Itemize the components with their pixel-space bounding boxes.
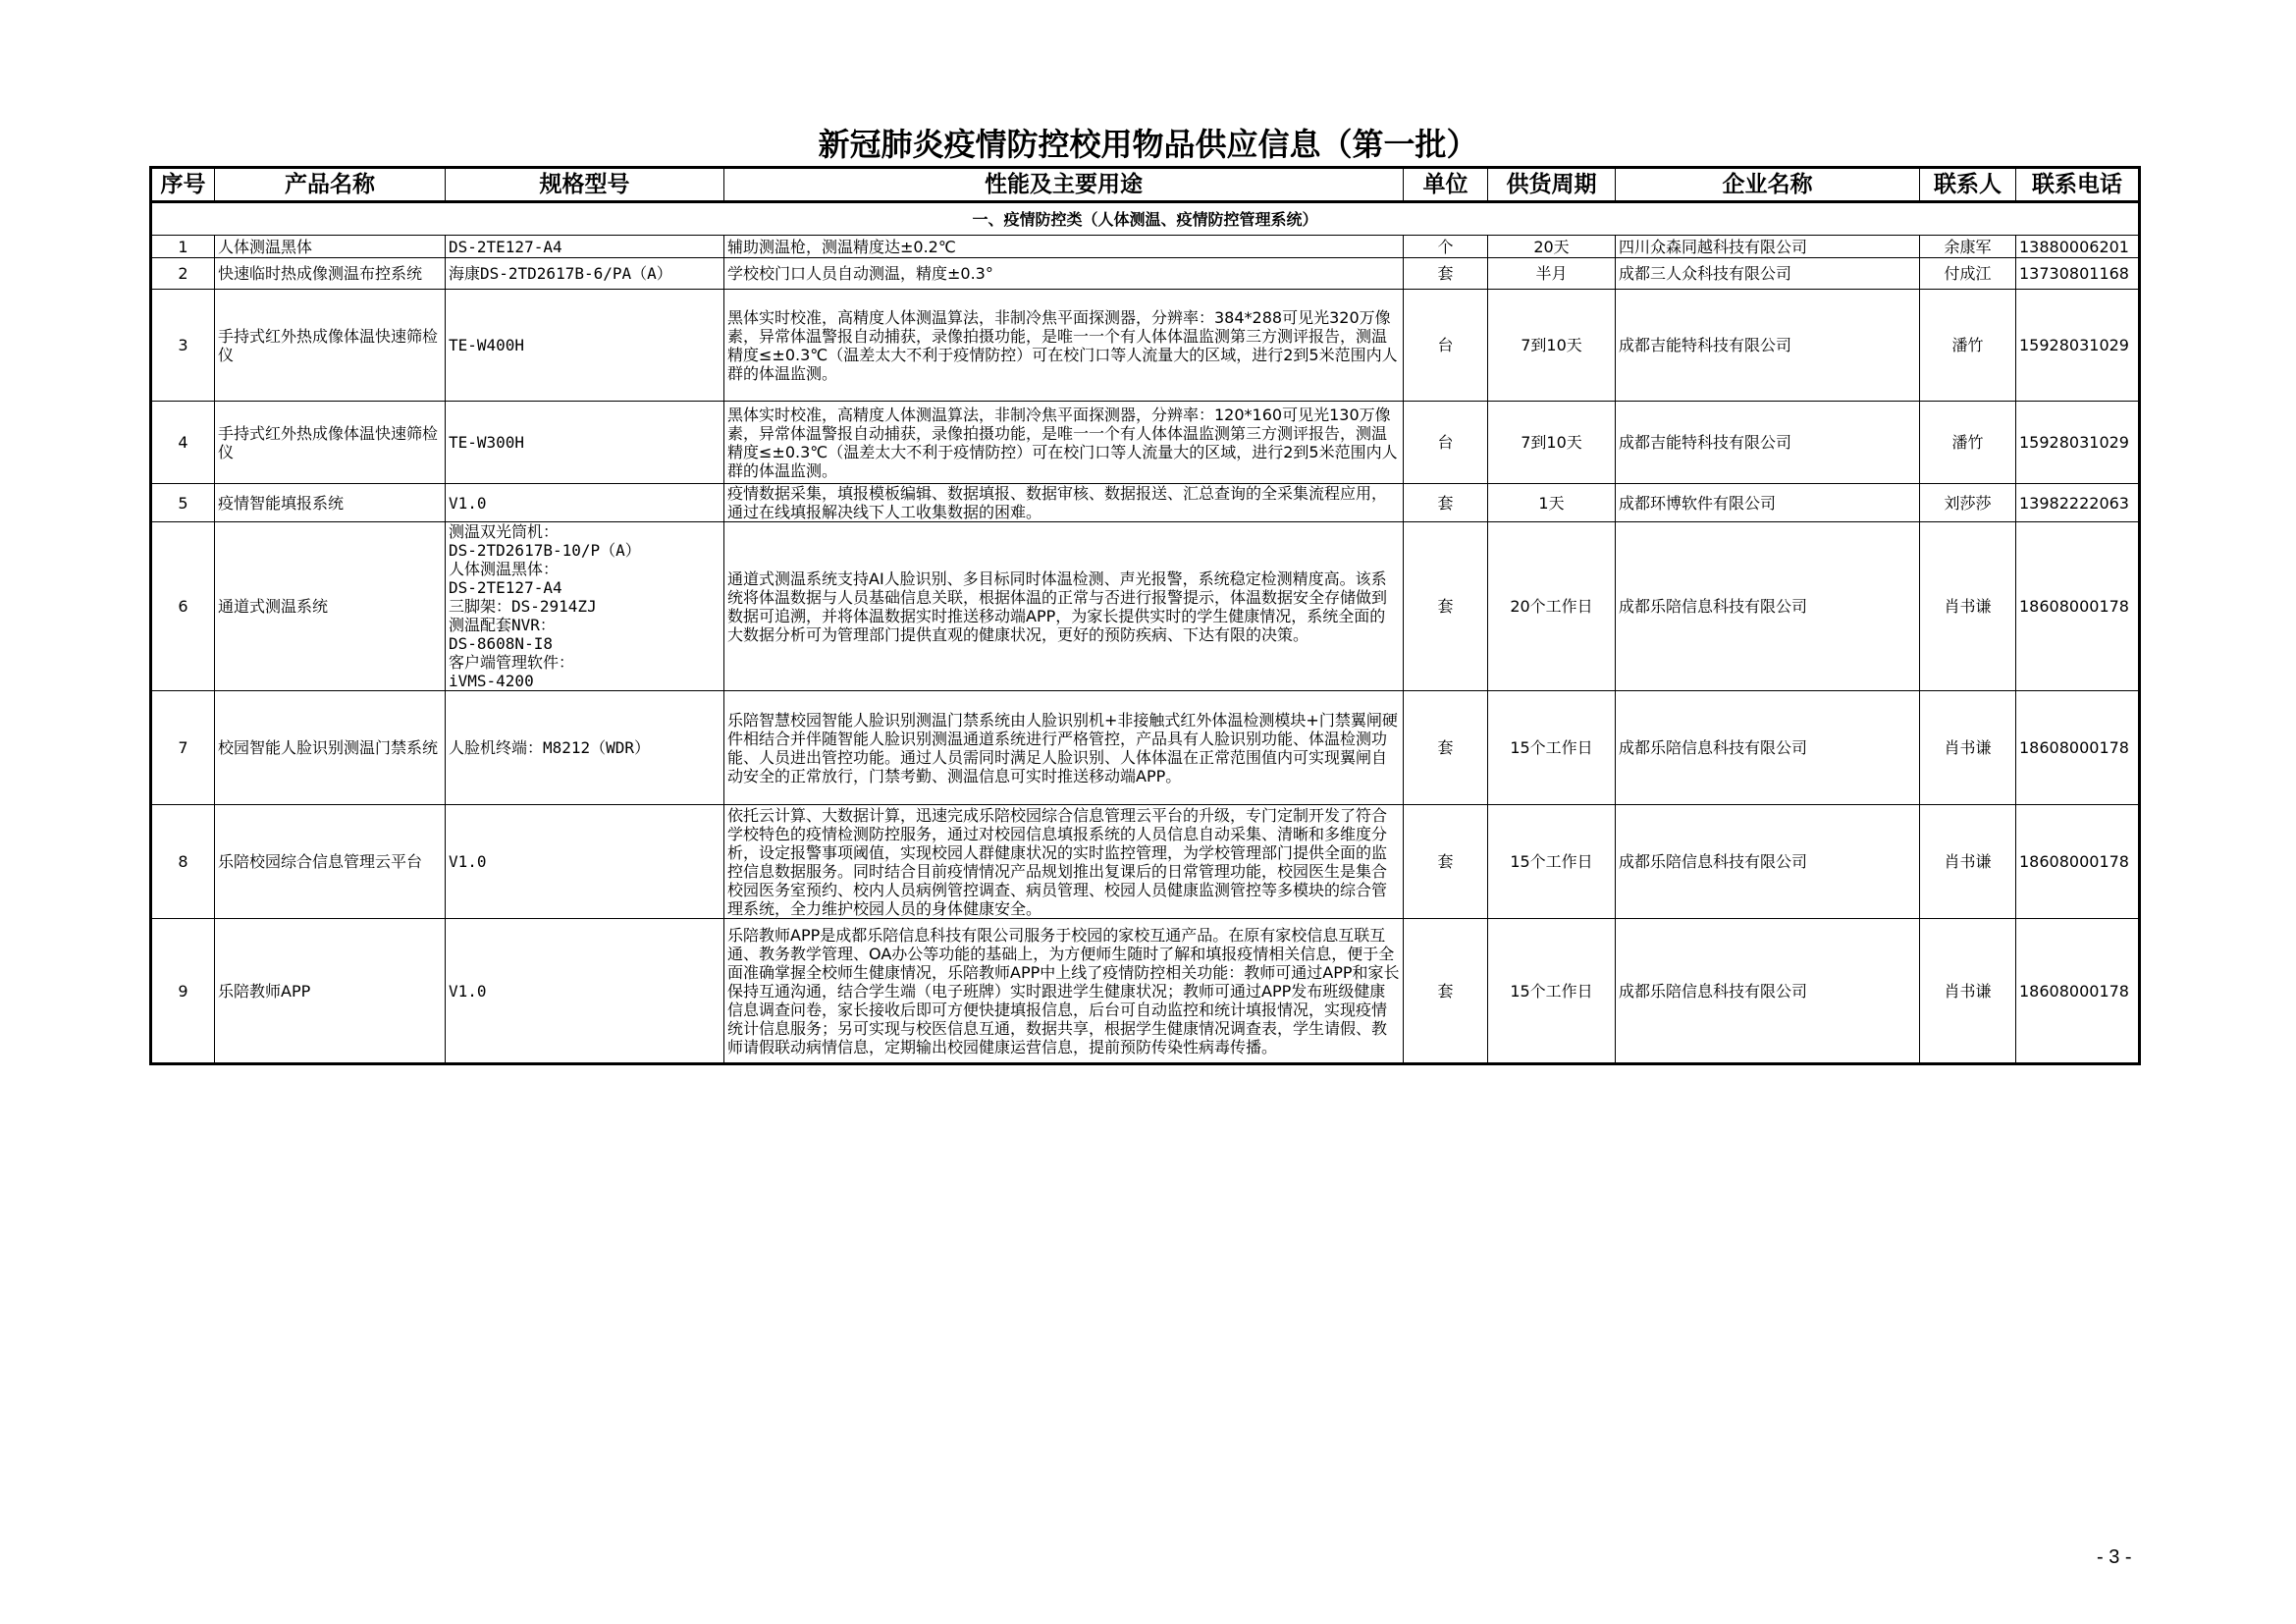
cell-product: 通道式测温系统 xyxy=(215,522,446,691)
cell-seq: 6 xyxy=(151,522,215,691)
cell-contact: 肖书谦 xyxy=(1920,691,2016,805)
header-function: 性能及主要用途 xyxy=(724,168,1404,202)
table-row xyxy=(151,522,2140,691)
cell-contact: 余康军 xyxy=(1920,236,2016,258)
cell-function: 依托云计算、大数据计算，迅速完成乐陪校园综合信息管理云平台的升级，专门定制开发了符合学校特色的疫情检测防控服务，通过对校园信息填报系统的人员信息自动采集、清晰和多维度分析，设定报警事项阈值，实现校园人群健康状况的实时监控管理，为学校管理部门提供全面的监控信息数据服务。同时结合目前疫情情况产品规划推出复课后的日常管理功能，校园医生是集合校园医务室预约、校内人员病例管控调查、病员管理、校园人员健康监测管控等多模块的综合管理系统，全力维护校园人员的身体健康安全。 xyxy=(724,805,1404,919)
cell-phone: 13982222063 xyxy=(2016,484,2140,522)
cell-seq: 4 xyxy=(151,402,215,484)
cell-contact: 肖书谦 xyxy=(1920,522,2016,691)
cell-period: 15个工作日 xyxy=(1488,805,1616,919)
cell-spec: DS-2TE127-A4 xyxy=(446,236,724,258)
cell-period: 7到10天 xyxy=(1488,402,1616,484)
header-company: 企业名称 xyxy=(1616,168,1920,202)
cell-function: 黑体实时校准，高精度人体测温算法，非制冷焦平面探测器，分辨率：120*160可见光130万像素，异常体温警报自动捕获，录像拍摄功能，是唯一一个有人体体温监测第三方测评报告，测温精度≤±0.3℃（温差太大不利于疫情防控）可在校门口等人流量大的区域，进行2到5米范围内人群的体温监测。 xyxy=(724,402,1404,484)
cell-product: 校园智能人脸识别测温门禁系统 xyxy=(215,691,446,805)
document-title: 新冠肺炎疫情防控校用物品供应信息（第一批） xyxy=(818,126,1478,163)
cell-phone: 18608000178 xyxy=(2016,691,2140,805)
cell-company: 成都三人众科技有限公司 xyxy=(1616,258,1920,290)
cell-seq: 1 xyxy=(151,236,215,258)
cell-unit: 套 xyxy=(1404,522,1488,691)
cell-contact: 肖书谦 xyxy=(1920,919,2016,1064)
cell-period: 20个工作日 xyxy=(1488,522,1616,691)
cell-spec: TE-W300H xyxy=(446,402,724,484)
header-phone: 联系电话 xyxy=(2016,168,2140,202)
header-period: 供货周期 xyxy=(1488,168,1616,202)
table-row xyxy=(151,258,2140,290)
cell-product: 手持式红外热成像体温快速筛检仪 xyxy=(215,402,446,484)
cell-contact: 肖书谦 xyxy=(1920,805,2016,919)
cell-function: 辅助测温枪，测温精度达±0.2℃ xyxy=(724,236,1404,258)
cell-company: 四川众森同越科技有限公司 xyxy=(1616,236,1920,258)
cell-company: 成都吉能特科技有限公司 xyxy=(1616,290,1920,402)
cell-seq: 7 xyxy=(151,691,215,805)
cell-spec: TE-W400H xyxy=(446,290,724,402)
cell-phone: 15928031029 xyxy=(2016,290,2140,402)
cell-phone: 18608000178 xyxy=(2016,919,2140,1064)
cell-function: 黑体实时校准，高精度人体测温算法，非制冷焦平面探测器，分辨率：384*288可见光320万像素，异常体温警报自动捕获，录像拍摄功能，是唯一一个有人体体温监测第三方测评报告，测温精度≤±0.3℃（温差太大不利于疫情防控）可在校门口等人流量大的区域，进行2到5米范围内人群的体温监测。 xyxy=(724,290,1404,402)
cell-company: 成都乐陪信息科技有限公司 xyxy=(1616,919,1920,1064)
cell-seq: 2 xyxy=(151,258,215,290)
cell-phone: 13880006201 xyxy=(2016,236,2140,258)
cell-unit: 套 xyxy=(1404,805,1488,919)
table-row xyxy=(151,484,2140,522)
cell-function: 疫情数据采集，填报模板编辑、数据填报、数据审核、数据报送、汇总查询的全采集流程应用，通过在线填报解决线下人工收集数据的困难。 xyxy=(724,484,1404,522)
cell-product: 手持式红外热成像体温快速筛检仪 xyxy=(215,290,446,402)
cell-spec: V1.0 xyxy=(446,484,724,522)
header-contact: 联系人 xyxy=(1920,168,2016,202)
cell-phone: 13730801168 xyxy=(2016,258,2140,290)
cell-spec: 人脸机终端：M8212（WDR） xyxy=(446,691,724,805)
cell-phone: 18608000178 xyxy=(2016,522,2140,691)
cell-function: 乐陪教师APP是成都乐陪信息科技有限公司服务于校园的家校互通产品。在原有家校信息互联互通、教务教学管理、OA办公等功能的基础上，为方便师生随时了解和填报疫情相关信息，便于全面准确掌握全校师生健康情况，乐陪教师APP中上线了疫情防控相关功能：教师可通过APP和家长保持互通沟通，结合学生端（电子班牌）实时跟进学生健康状况；教师可通过APP发布班级健康信息调查问卷，家长接收后即可方便快捷填报信息，后台可自动监控和统计填报情况，实现疫情统计信息服务；另可实现与校医信息互通，数据共享，根据学生健康情况调查表，学生请假、教师请假联动病情信息，定期输出校园健康运营信息，提前预防传染性病毒传播。 xyxy=(724,919,1404,1064)
cell-company: 成都乐陪信息科技有限公司 xyxy=(1616,522,1920,691)
cell-seq: 5 xyxy=(151,484,215,522)
cell-phone: 18608000178 xyxy=(2016,805,2140,919)
cell-company: 成都环博软件有限公司 xyxy=(1616,484,1920,522)
cell-seq: 9 xyxy=(151,919,215,1064)
supply-table xyxy=(149,166,2141,1065)
cell-function: 学校校门口人员自动测温，精度±0.3° xyxy=(724,258,1404,290)
cell-product: 乐陪校园综合信息管理云平台 xyxy=(215,805,446,919)
cell-unit: 套 xyxy=(1404,919,1488,1064)
header-row xyxy=(151,168,2140,202)
header-unit: 单位 xyxy=(1404,168,1488,202)
cell-function: 通道式测温系统支持AI人脸识别、多目标同时体温检测、声光报警，系统稳定检测精度高。该系统将体温数据与人员基础信息关联，根据体温的正常与否进行报警提示，体温数据安全存储做到数据可追溯，并将体温数据实时推送移动端APP，为家长提供实时的学生健康情况，系统全面的大数据分析可为管理部门提供直观的健康状况，更好的预防疾病、下达有限的决策。 xyxy=(724,522,1404,691)
table-row xyxy=(151,691,2140,805)
cell-product: 快速临时热成像测温布控系统 xyxy=(215,258,446,290)
cell-period: 7到10天 xyxy=(1488,290,1616,402)
cell-spec: 测温双光筒机： DS-2TD2617B-10/P（A） 人体测温黑体： DS-2TE127-A4 三脚架：DS-2914ZJ 测温配套NVR： DS-8608N-I8 客户端管理软件： iVMS-4200 xyxy=(446,522,724,691)
cell-unit: 套 xyxy=(1404,691,1488,805)
cell-company: 成都吉能特科技有限公司 xyxy=(1616,402,1920,484)
cell-contact: 潘竹 xyxy=(1920,290,2016,402)
cell-period: 15个工作日 xyxy=(1488,691,1616,805)
table-row xyxy=(151,290,2140,402)
cell-contact: 潘竹 xyxy=(1920,402,2016,484)
header-product: 产品名称 xyxy=(215,168,446,202)
cell-unit: 套 xyxy=(1404,258,1488,290)
section-row xyxy=(151,202,2140,236)
cell-spec: V1.0 xyxy=(446,919,724,1064)
cell-product: 人体测温黑体 xyxy=(215,236,446,258)
header-spec: 规格型号 xyxy=(446,168,724,202)
cell-function: 乐陪智慧校园智能人脸识别测温门禁系统由人脸识别机+非接触式红外体温检测模块+门禁翼闸硬件相结合并伴随智能人脸识别测温通道系统进行严格管控，产品具有人脸识别功能、体温检测功能、人员进出管控功能。通过人员需同时满足人脸识别、人体体温在正常范围值内可实现翼闸自动安全的正常放行，门禁考勤、测温信息可实时推送移动端APP。 xyxy=(724,691,1404,805)
table-row xyxy=(151,805,2140,919)
cell-product: 乐陪教师APP xyxy=(215,919,446,1064)
cell-contact: 付成江 xyxy=(1920,258,2016,290)
cell-contact: 刘莎莎 xyxy=(1920,484,2016,522)
cell-unit: 个 xyxy=(1404,236,1488,258)
cell-unit: 台 xyxy=(1404,290,1488,402)
cell-spec: 海康DS-2TD2617B-6/PA（A） xyxy=(446,258,724,290)
table-row xyxy=(151,236,2140,258)
table-row xyxy=(151,919,2140,1064)
cell-unit: 套 xyxy=(1404,484,1488,522)
cell-company: 成都乐陪信息科技有限公司 xyxy=(1616,691,1920,805)
header-seq: 序号 xyxy=(151,168,215,202)
cell-period: 20天 xyxy=(1488,236,1616,258)
cell-unit: 台 xyxy=(1404,402,1488,484)
cell-period: 1天 xyxy=(1488,484,1616,522)
table-row xyxy=(151,402,2140,484)
cell-period: 半月 xyxy=(1488,258,1616,290)
cell-spec: V1.0 xyxy=(446,805,724,919)
cell-product: 疫情智能填报系统 xyxy=(215,484,446,522)
cell-company: 成都乐陪信息科技有限公司 xyxy=(1616,805,1920,919)
section-title: 一、疫情防控类（人体测温、疫情防控管理系统） xyxy=(151,202,2140,236)
cell-phone: 15928031029 xyxy=(2016,402,2140,484)
cell-seq: 3 xyxy=(151,290,215,402)
cell-period: 15个工作日 xyxy=(1488,919,1616,1064)
page-number: - 3 - xyxy=(2097,1546,2132,1568)
cell-seq: 8 xyxy=(151,805,215,919)
